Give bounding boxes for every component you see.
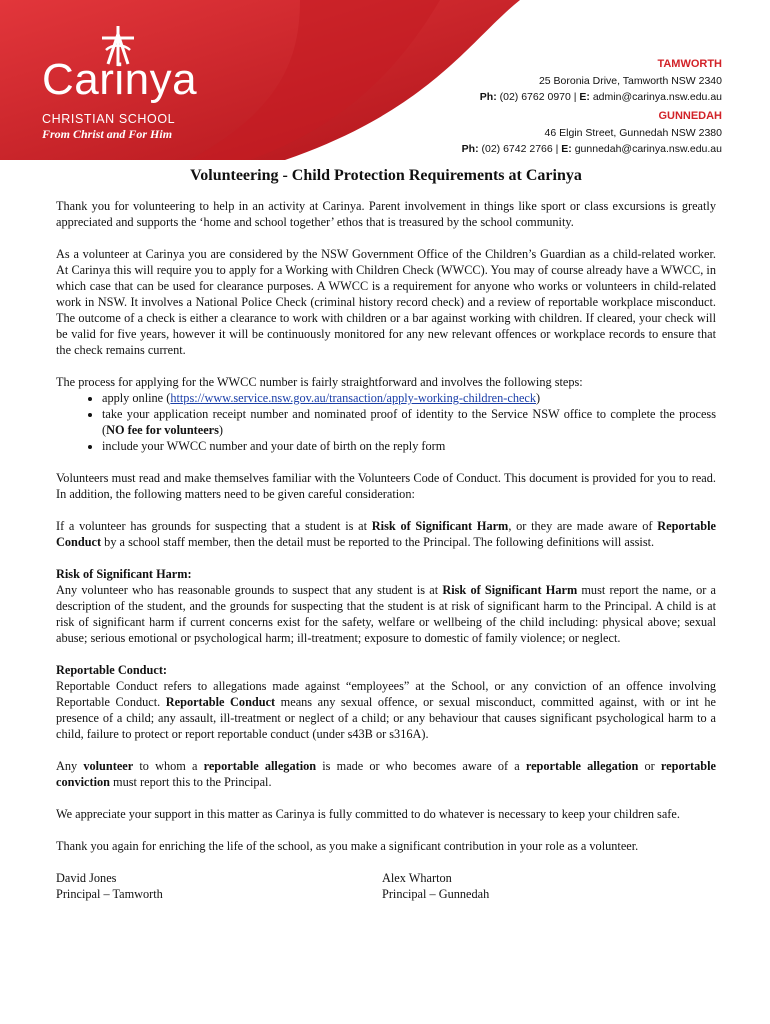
rc-paragraph: Reportable Conduct refers to allegations made against “employees” at the School, or any conviction of an offence involving Reportable Conduct. Reportable Conduct means any sexual offence, or sexual misconduct, committed against, with or int he presence of a child; any assault, ill-treatment or neglect of a child; or any behaviour that causes significant psychological harm to a child, failure to protect or report reportable conduct (under s43B or s316A). — [56, 679, 716, 741]
school-name: Carinya — [42, 55, 198, 104]
signatures — [56, 870, 716, 902]
campus-contact: Ph: (02) 6742 2766 | E: gunnedah@carinya.nsw.edu.au — [461, 143, 722, 156]
rc-heading: Reportable Conduct: — [56, 663, 168, 677]
school-subtitle: CHRISTIAN SCHOOL — [42, 112, 176, 126]
intro-paragraph: Thank you for volunteering to help in an activity at Carinya. Parent involvement in things like sport or class excursions is greatly appreciated and supports the ‘home and school together’ ethos that is treasured by the school community. — [56, 199, 716, 229]
school-motto: From Christ and For Him — [42, 127, 173, 141]
campus-address: 25 Boronia Drive, Tamworth NSW 2340 — [538, 75, 722, 88]
campus-name: TAMWORTH — [657, 58, 722, 70]
campus-contact: Ph: (02) 6762 0970 | E: admin@carinya.nsw.edu.au — [479, 91, 722, 104]
rosh-heading: Risk of Significant Harm: — [56, 567, 192, 581]
rosh-paragraph: Any volunteer who has reasonable grounds to suspect that any student is at Risk of Significant Harm must report the name, or a description of the student, and the grounds for suspecting that the student is at risk of significant harm to the Principal. A child is at risk of significant harm if current concerns exist for the safety, welfare or wellbeing of the child including: physical above; sexual abuse; serious emotional or psychological harm; ill-treatment; exposure to domestic of family violence; or neglect. — [56, 583, 716, 645]
appreciation-paragraph: We appreciate your support in this matter as Carinya is fully committed to do whatever is necessary to keep your children safe. — [56, 807, 680, 821]
campus-tamworth — [480, 56, 722, 106]
allegation-paragraph: Any volunteer to whom a reportable allegation is made or who becomes aware of a reportable allegation or reportable conviction must report this to the Principal. — [56, 759, 717, 789]
letterhead-banner — [0, 0, 770, 160]
email-link[interactable]: gunnedah@carinya.nsw.edu.au — [574, 143, 722, 156]
list-item: • apply online (https://www.service.nsw.gov.au/transaction/apply-working-children-check) — [102, 390, 716, 406]
process-paragraph: The process for applying for the WWCC number is fairly straightforward and involves the following steps: — [56, 375, 583, 389]
letter-body — [56, 168, 716, 902]
list-item: • take your application receipt number and nominated proof of identity to the Service NSW office to complete the process (NO fee for volunteers) — [102, 406, 716, 438]
reporting-paragraph: If a volunteer has grounds for suspecting that a student is at Risk of Significant Harm, or they are made aware of Reportable Conduct by a school staff member, then the detail must be reported to the Principal. The following definitions will assist. — [56, 519, 716, 549]
code-of-conduct-paragraph: Volunteers must read and make themselves familiar with the Volunteers Code of Conduct. This document is provided for you to read. In addition, the following matters need to be given careful consideration: — [56, 471, 716, 501]
email-link[interactable]: admin@carinya.nsw.edu.au — [592, 91, 722, 104]
wwcc-application-link[interactable]: https://www.service.nsw.gov.au/transaction/apply-working-children-check — [170, 391, 537, 405]
page-title: Volunteering - Child Protection Requirements at Carinya — [190, 167, 582, 184]
campus-gunnedah — [462, 108, 722, 158]
signature-gunnedah: Alex Wharton Principal – Gunnedah — [382, 871, 490, 901]
wwcc-paragraph: As a volunteer at Carinya you are considered by the NSW Government Office of the Children’s Guardian as a child-related worker. At Carinya this will require you to apply for a Working with Children Check (WWCC). You may of course already have a WWCC, in which case that can be used for clearance purposes. A WWCC is a requirement for anyone who works or volunteers in child-related work in NSW. It involves a National Police Check (criminal history record check) and a review of reportable workplace misconduct. The outcome of a check is either a clearance to work with children or a bar against working with children. If cleared, your check will be valid for five years, however it will be continuously monitored for any new relevant offences or workplace records to ensure that the check remains current. — [56, 247, 716, 357]
campus-address: 46 Elgin Street, Gunnedah NSW 2380 — [544, 127, 722, 140]
thanks-paragraph: Thank you again for enriching the life of the school, as you make a significant contribution in your role as a volunteer. — [56, 839, 639, 853]
campus-name: GUNNEDAH — [658, 110, 722, 122]
signature-tamworth: David Jones Principal – Tamworth — [56, 871, 163, 901]
list-item: • include your WWCC number and your date of birth on the reply form — [102, 438, 716, 454]
steps-list — [56, 390, 716, 454]
